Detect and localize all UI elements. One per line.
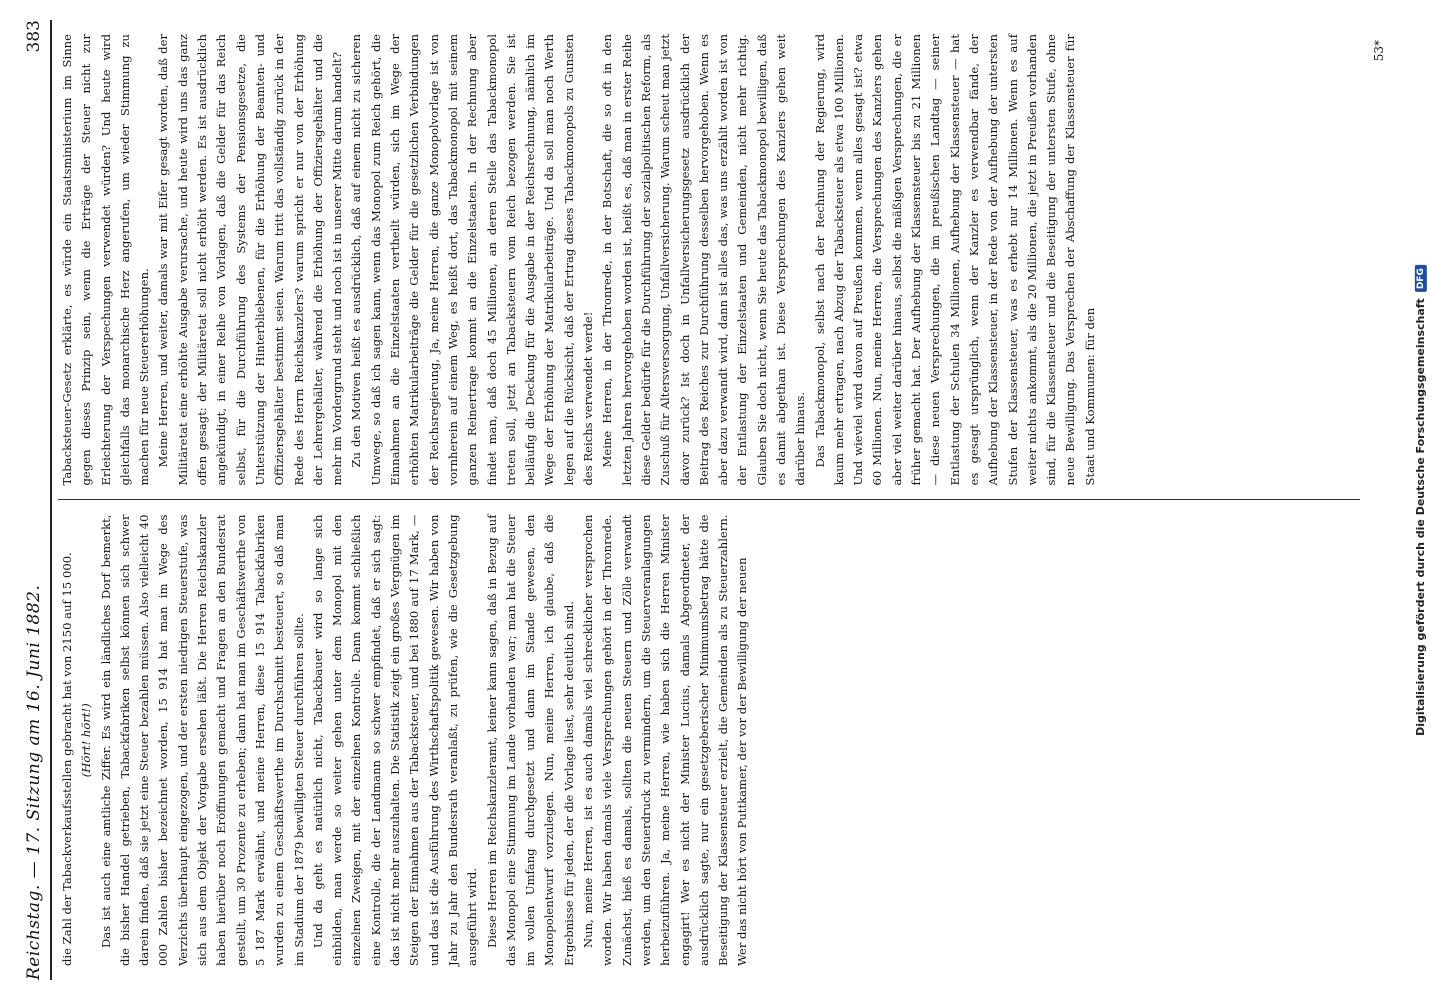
paragraph: Tabacksteuer-Gesetz erklärte, es würde ein Staatsministerium im Sinne gegen dieses Prinzip sein, wenn die Erträge der Steuer nicht zur Erleichterung der Verspechungen verwendet würden? Und heute wird gleichfalls das monarchische Herz angerufen, um wieder Stimmung zu machen für neue Steuererhöhungen. [60,34,152,486]
running-head: Reichstag. — 17. Sitzung am 16. Juni 1882. [24,584,44,980]
left-column [58,501,1360,981]
dfg-logo-icon: DFG [1414,265,1426,292]
signature-mark: 53* [1372,40,1386,62]
page-number: 383 [24,20,44,53]
paragraph: Das ist auch eine amtliche Ziffer. Es wird ein ländliches Dorf bemerkt, die bisher Handel getrieben, Tabackfabriken selbst können sich schwer darein finden, daß sie jetzt eine Steuer bezahlen müssen. Also vielleicht 40 000 Zahlen bisher bezeichnet worden, 15 914 hat man im Wege des Verzichts überhaupt eingezogen, und der ersten niedrigen Steuerstufe, was sich aus dem Objekt der Vorgabe ersehen läßt. Die Herren Reichskanzler haben hierüber noch Eröffnungen gemacht und Fragen an den Bundesrat gestellt, um 30 Prozente zu erheben; dann hat man im Geschäftswerthe von 5 187 Mark erwähnt, und meine Herren, diese 15 914 Tabackfabriken wurden zu einem Geschäftswerthe im Durchschnitt besteuert, so daß man im Stadium der 1879 bewilligten Steuer durchführen sollte. [98,514,306,966]
paragraph: Meine Herren, und weiter, damals war mit Eifer gesagt worden, daß der Militäretat eine erhöhte Ausgabe verursache, und heute wird uns das ganz offen gesagt: der Militäretat soll nicht erhöht werden. Es ist ausdrücklich angekündigt, in einer Reihe von Vorlagen, daß die Gelder für das Reich selbst, für die Durchführung des Systems der Pensionsgesetze, die Unterstützung der Hinterbliebenen, für die Erhöhung der Beamten- und Offiziersgehälter bestimmt seien. Warum tritt das vollständig zurück in der Rede des Herrn Reichskanzlers? warum spricht er nur von der Erhöhung der Lehrergehälter, während die Erhöhung der Offiziersgehälter und die mehr im Vordergrund steht und noch ist in unserer Mitte darum handelt? [156,34,345,486]
paragraph: Zu den Motiven heißt es ausdrücklich, daß auf einem nicht zu sicheren Umwege, so daß ich sagen kann, wenn das Monopol zum Reich gehört, die Einnahmen an die Einzelstaaten vertheilt würden, sich im Wege der erhöhten Matrikularbeiträge die Gelder für die gesetzlichen Verbindungen der Reichsregierung, Ja, meine Herren, die ganze Monopolvorlage ist von vornherein auf einem Weg, es heißt dort, das Tabackmonopol mit seinem ganzen Reinertrage kommt an die Einzelstaaten. In der Rechnung aber findet man, daß doch 45 Millionen, an deren Stelle das Tabackmonopol treten soll, jetzt an Tabacksteuern vom Reich bezogen werden. Sie ist beiläufig die Deckung für die Ausgabe in der Reichsrechnung, nämlich im Wege der Erhöhung der Matrikularbeiträge. Und da soll man noch Werth legen auf die Rücksicht, daß der Ertrag dieses Tabackmonopols zu Gunsten des Reichs verwendet werde! [349,34,596,486]
paragraph: Diese Herren im Reichskanzleramt, keiner kann sagen, daß in Bezug auf das Monopol eine Stimmung im Lande vorhanden war; man hat die Steuer im vollen Umfang durchgesetzt und dann im Stande gewesen, den Monopolentwurf vorzulegen. Nun, meine Herren, ich glaube, daß die Ergebnisse für jeden, der die Vorlage liest, sehr deutlich sind. [484,514,576,966]
digitization-note: Digitalisierung gefördert durch die Deutsche Forschungsgemeinschaft [1413,297,1427,736]
text-columns [58,20,1360,980]
paragraph: die Zahl der Tabackverkaufsstellen gebracht hat von 2150 auf 15 000. [60,552,74,966]
digitization-sidebar [1408,0,1432,1000]
paragraph: Das Tabackmonopol, selbst nach der Rechnung der Regierung, wird kaum mehr ertragen, nach Abzug der Tabacksteuer als etwa 100 Millionen. Und wieviel wird davon auf Preußen kommen, wenn alles gesagt ist? etwa 60 Millionen. Nun, meine Herren, die Versprechungen des Kanzlers gehen aber viel weiter darüber hinaus, selbst die mäßigen Versprechungen, die er früher gemacht hat. Der Aufhebung der Klassensteuer bis zu 21 Millionen — diese neuen Versprechungen, die im preußischen Landtag — seiner Entlastung der Schulen 34 Millionen, Aufhebung der Klassensteuer — hat es gesagt ursprünglich, wenn der Kanzler es verwendbar fände, der Aufhebung der Klassensteuer, in der Rede von der Aufhebung der untersten Stufen der Klassensteuer, was es erhebt nur 14 Millionen. Wenn es auf weiter nichts ankommt, als die 20 Millionen, die jetzt in Preußen vorhanden sind, für die Klassensteuer und die Beseitigung der untersten Stufe, ohne neue Bewilligung. Das Versprechen der Abschaffung der Klassensteuer für Staat und Kommunen: für den [812,34,1097,486]
right-column [58,20,1360,500]
paragraph: Meine Herren, in der Thronrede, in der Botschaft, die so oft in den letzten Jahren hervorgehoben worden ist, heißt es, daß man in erster Reihe diese Gelder bedürfe für die Durchführung der sozialpolitischen Reform, als Zuschuß für Altersversorgung, Unfallversicherung. Warum scheut man jetzt davor zurück? Ist doch in Unfallversicherungsgesetz ausdrücklich der Beitrag des Reiches zur Durchführung desselben hervorgehoben. Wenn es aber dazu verwandt wird, dann ist alles das, was uns erzählt worden ist von der Entlastung der Einzelstaaten und Gemeinden, nicht mehr richtig. Glauben Sie doch nicht, wenn Sie heute das Tabackmonopol bewilligen, daß es damit abgethan ist. Diese Versprechungen des Kanzlers gehen weit darüber hinaus. [600,34,808,486]
paragraph: Und da geht es natürlich nicht, Tabackbauer wird so lange sich einbilden, man werde so weiter gehen unter dem Monopol mit den einzelnen Zweigen, mit der einzelnen Kontrolle. Dann kommt schließlich eine Kontrolle, die der Landmann so schwer empfindet, daß er sich sagt: das ist nicht mehr auszuhalten. Die Statistik zeigt ein großes Vergnügen im Steigen der Einnahmen aus der Tabacksteuer, und bei 1880 auf 17 Mark, — und das ist die Ausführung des Wirthschaftspolitik gewesen. Wir haben von Jahr zu Jahr den Bundesrath veranlaßt, zu prüfen, wie die Gesetzgebung ausgeführt wird. [310,514,480,966]
paragraph: Nun, meine Herren, ist es auch damals viel schrecklicher versprochen worden. Wir haben damals viele Versprechungen gehört in der Thronrede. Zunächst, hieß es damals, sollten die neuen Steuern und Zölle verwandt werden, um den Steuerdruck zu vermindern, um die Steuerveranlagungen herbeizuführen. Ja, meine Herren, wie haben sich die Herren Minister engagirt! Wer es nicht der Minister Lucius, damals Abgeordneter, der ausdrücklich sagte, nur ein gesetzgeberischer Minimumsbetrag hätte die Beseitigung der Klassensteuer erzielt, die Gemeinden als zu Steuerzahlern. Wer das nicht hört von Puttkamer, der vor der Bewilligung der neuen [581,514,750,966]
header-rule [50,20,52,980]
interjection: (Hört! hört!) [79,703,94,778]
column-divider [58,500,1360,501]
page-header [20,20,48,980]
